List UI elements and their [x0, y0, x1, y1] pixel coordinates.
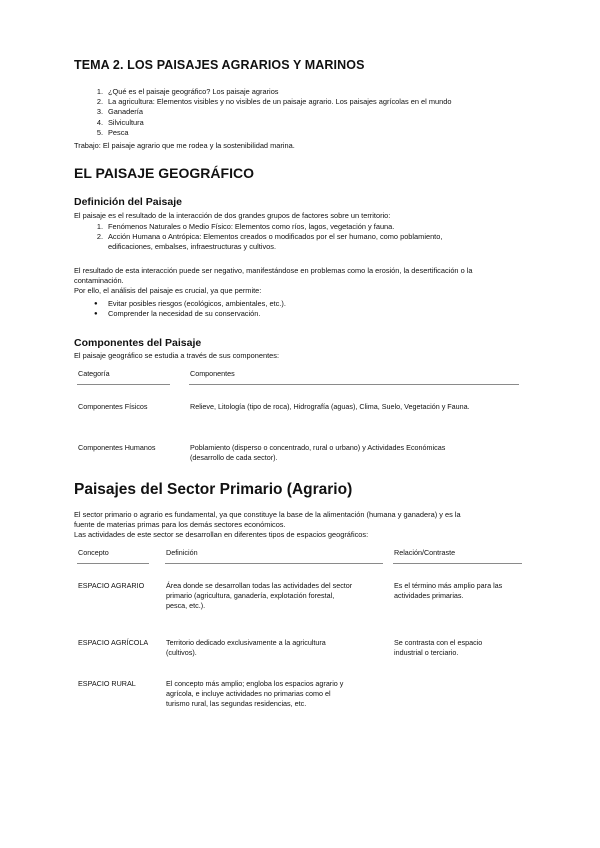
trabajo-line: Trabajo: El paisaje agrario que me rodea y la sostenibilidad marina.	[74, 141, 295, 150]
index-number: 3.	[96, 107, 103, 117]
table-header-relacion: Relación/Contraste	[394, 548, 456, 557]
index-number: 5.	[96, 127, 103, 137]
table-header-concepto: Concepto	[78, 548, 109, 557]
table-cell-concept: ESPACIO RURAL	[78, 679, 136, 688]
index-text: La agricultura: Elementos visibles y no visibles de un paisaje agrario. Los paisajes agrícolas en el mundo	[108, 97, 452, 107]
cell-line: Se contrasta con el espacio	[394, 638, 483, 647]
factor-text-line: Acción Humana o Antrópica: Elementos creados o modificados por el ser humano, como poblamiento,	[108, 232, 443, 242]
index-item	[96, 97, 548, 107]
table-header-categoria: Categoría	[78, 369, 110, 378]
factor-item-continuation: edificaciones, embalses, infraestructuras y cultivos.	[108, 242, 277, 252]
bullet-text: Evitar posibles riesgos (ecológicos, ambientales, etc.).	[108, 299, 286, 308]
table-divider	[77, 384, 170, 385]
document-title: TEMA 2. LOS PAISAJES AGRARIOS Y MARINOS	[74, 58, 365, 72]
sector-line: El sector primario o agrario es fundamental, ya que constituye la base de la alimentación (humana y ganadera) y es la	[74, 510, 461, 519]
sector-line: Las actividades de este sector se desarrollan en diferentes tipos de espacios geográficos:	[74, 530, 369, 540]
table-cell-definition	[166, 638, 384, 658]
factor-item	[96, 232, 548, 242]
table-cell-concept: ESPACIO AGRÍCOLA	[78, 638, 149, 647]
factors-list	[96, 222, 548, 253]
table-cell-definition	[166, 581, 384, 611]
cell-line: Territorio dedicado exclusivamente a la agricultura	[166, 638, 326, 647]
table-cell-relation	[394, 581, 522, 601]
cell-line: actividades primarias.	[394, 591, 464, 600]
analysis-bullets	[94, 299, 528, 319]
cell-line: Es el término más amplio para las	[394, 581, 503, 590]
table-header-componentes: Componentes	[190, 369, 235, 378]
table-divider	[165, 563, 383, 564]
result-line: contaminación.	[74, 276, 124, 286]
bullet-item	[94, 309, 528, 319]
section-title-paisaje-geografico: EL PAISAJE GEOGRÁFICO	[74, 165, 254, 181]
cell-line: turismo rural, las segundas residencias, etc.	[166, 699, 307, 708]
index-text: ¿Qué es el paisaje geográfico? Los paisaje agrarios	[108, 87, 279, 96]
cell-line: Área donde se desarrollan todas las actividades del sector	[166, 581, 353, 590]
table-divider	[189, 384, 519, 385]
table-header-definicion: Definición	[166, 548, 198, 557]
index-list	[96, 87, 548, 138]
factor-number: 1.	[96, 222, 103, 231]
index-item	[96, 117, 548, 128]
componentes-heading: Componentes del Paisaje	[74, 337, 202, 349]
cell-line: agrícola, e incluye actividades no primarias como el	[166, 689, 331, 698]
factor-text: Fenómenos Naturales o Medio Físico: Elementos como ríos, lagos, vegetación y fauna.	[108, 222, 395, 231]
cell-line: industrial o terciario.	[394, 648, 459, 657]
analysis-line: Por ello, el análisis del paisaje es crucial, ya que permite:	[74, 286, 262, 296]
table-cell-relation	[394, 638, 522, 658]
index-number: 4.	[96, 117, 103, 127]
result-line: El resultado de esta interacción puede ser negativo, manifestándose en problemas como la erosión, la desertificación o la	[74, 266, 473, 275]
table-cell-components: Relieve, Litología (tipo de roca), Hidrografía (aguas), Clima, Suelo, Vegetación y Fauna.	[190, 402, 470, 411]
cell-line: pesca, etc.).	[166, 601, 206, 610]
sector-paragraph	[74, 510, 529, 541]
bullet-dot-icon: ●	[94, 301, 98, 307]
cell-line: El concepto más amplio; engloba los espacios agrario y	[166, 679, 344, 688]
table-cell-category: Componentes Físicos	[78, 402, 148, 411]
index-text: Ganadería	[108, 107, 143, 117]
bullet-text: Comprender la necesidad de su conservación.	[108, 309, 261, 319]
table-cell-category: Componentes Humanos	[78, 443, 156, 452]
cell-line: (desarrollo de cada sector).	[190, 453, 278, 462]
bullet-dot-icon: ●	[94, 311, 98, 318]
factor-number: 2.	[96, 232, 103, 242]
definicion-heading: Definición del Paisaje	[74, 196, 182, 208]
index-text: Pesca	[108, 127, 129, 137]
definicion-intro: El paisaje es el resultado de la interacción de dos grandes grupos de factores sobre un territorio:	[74, 211, 391, 220]
result-paragraph	[74, 266, 529, 297]
section-title-sector-primario: Paisajes del Sector Primario (Agrario)	[74, 481, 353, 498]
cell-line: (cultivos).	[166, 648, 197, 657]
index-item	[96, 127, 548, 138]
sector-line: fuente de materias primas para los demás sectores económicos.	[74, 520, 286, 530]
index-number: 1.	[96, 87, 103, 96]
index-text: Silvicultura	[108, 117, 144, 127]
componentes-intro: El paisaje geográfico se estudia a través de sus componentes:	[74, 351, 280, 360]
table-divider	[77, 563, 149, 564]
table-cell-definition	[166, 679, 384, 709]
factor-item	[96, 222, 548, 232]
index-item	[96, 107, 548, 117]
index-item	[96, 87, 548, 97]
index-number: 2.	[96, 97, 103, 107]
cell-line: primario (agricultura, ganadería, explotación forestal,	[166, 591, 335, 600]
table-cell-components	[190, 443, 520, 463]
bullet-item	[94, 299, 528, 309]
table-divider	[393, 563, 522, 564]
table-cell-concept: ESPACIO AGRARIO	[78, 581, 145, 590]
cell-line: Poblamiento (disperso o concentrado, rural o urbano) y Actividades Económicas	[190, 443, 446, 452]
